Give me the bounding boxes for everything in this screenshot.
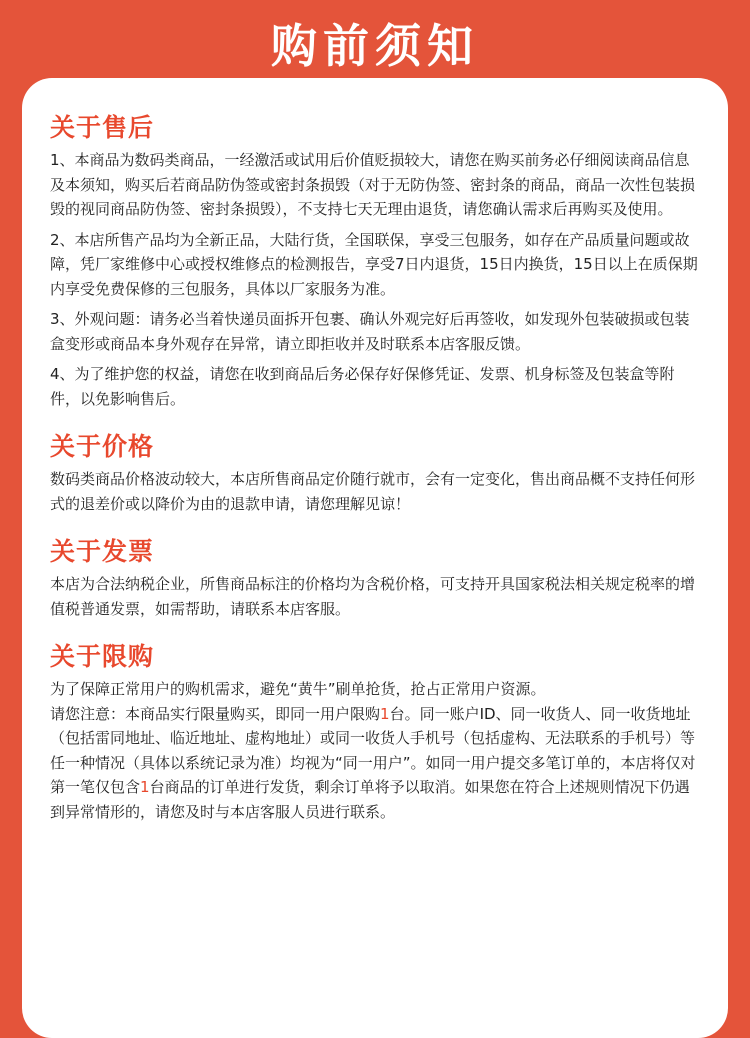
section-title: 关于限购 — [50, 642, 155, 671]
paragraph: 为了保障正常用户的购机需求，避免“黄牛”刷单抢货，抢占正常用户资源。 — [50, 680, 546, 698]
section-title: 关于发票 — [50, 537, 155, 566]
section-title: 关于售后 — [50, 113, 155, 142]
section-purchase-limit — [50, 639, 698, 824]
section-price — [50, 429, 698, 516]
paragraph-text: 台。同一账户ID、同一收货人、同一收货地址（包括雷同地址、临近地址、虚构地址）或同一收货人手机号（包括虚构、无法联系的手机号）等任一种情况（具体以系统记录为准）均视为“同一用户”。如同一用户提交多笔订单的，本店将仅对第一笔仅包含 — [50, 704, 696, 796]
limit-number: 1 — [140, 778, 150, 796]
paragraph: 数码类商品价格波动较大，本店所售商品定价随行就市，会有一定变化，售出商品概不支持任何形式的退差价或以降价为由的退款申请，请您理解见谅！ — [50, 470, 696, 513]
notice-card — [22, 78, 728, 1038]
section-title: 关于价格 — [50, 432, 155, 461]
paragraph: 1、本商品为数码类商品，一经激活或试用后价值贬损较大，请您在购买前务必仔细阅读商品信息及本须知，购买后若商品防伪签或密封条损毁（对于无防伪签、密封条的商品，商品一次性包装损毁的视同商品防伪签、密封条损毁），不支持七天无理由退货，请您确认需求后再购买及使用。 — [50, 151, 696, 218]
paragraph — [50, 702, 698, 825]
paragraph-text: 请您注意：本商品实行限量购买，即同一用户限购 — [50, 704, 381, 723]
paragraph: 4、为了维护您的权益，请您在收到商品后务必保存好保修凭证、发票、机身标签及包装盒等附件，以免影响售后。 — [50, 365, 675, 408]
paragraph: 本店为合法纳税企业，所售商品标注的价格均为含税价格，可支持开具国家税法相关规定税率的增值税普通发票，如需帮助，请联系本店客服。 — [50, 575, 696, 618]
limit-number: 1 — [380, 704, 390, 723]
paragraph-text: 台商品的订单进行发货，剩余订单将予以取消。如果您在符合上述规则情况下仍遇到异常情形的，请您及时与本店客服人员进行联系。 — [50, 778, 690, 821]
paragraph: 2、本店所售产品均为全新正品，大陆行货，全国联保，享受三包服务，如存在产品质量问题或故障，凭厂家维修中心或授权维修点的检测报告，享受7日内退货，15日内换货，15日以上在质保期内享受免费保修的三包服务，具体以厂家服务为准。 — [50, 230, 698, 298]
section-after-sales — [50, 110, 698, 411]
paragraph: 3、外观问题：请务必当着快递员面拆开包裹、确认外观完好后再签收，如发现外包装破损或包装盒变形或商品本身外观存在异常，请立即拒收并及时联系本店客服反馈。 — [50, 310, 690, 353]
page-title: 购前须知 — [271, 19, 479, 73]
section-invoice — [50, 534, 698, 621]
